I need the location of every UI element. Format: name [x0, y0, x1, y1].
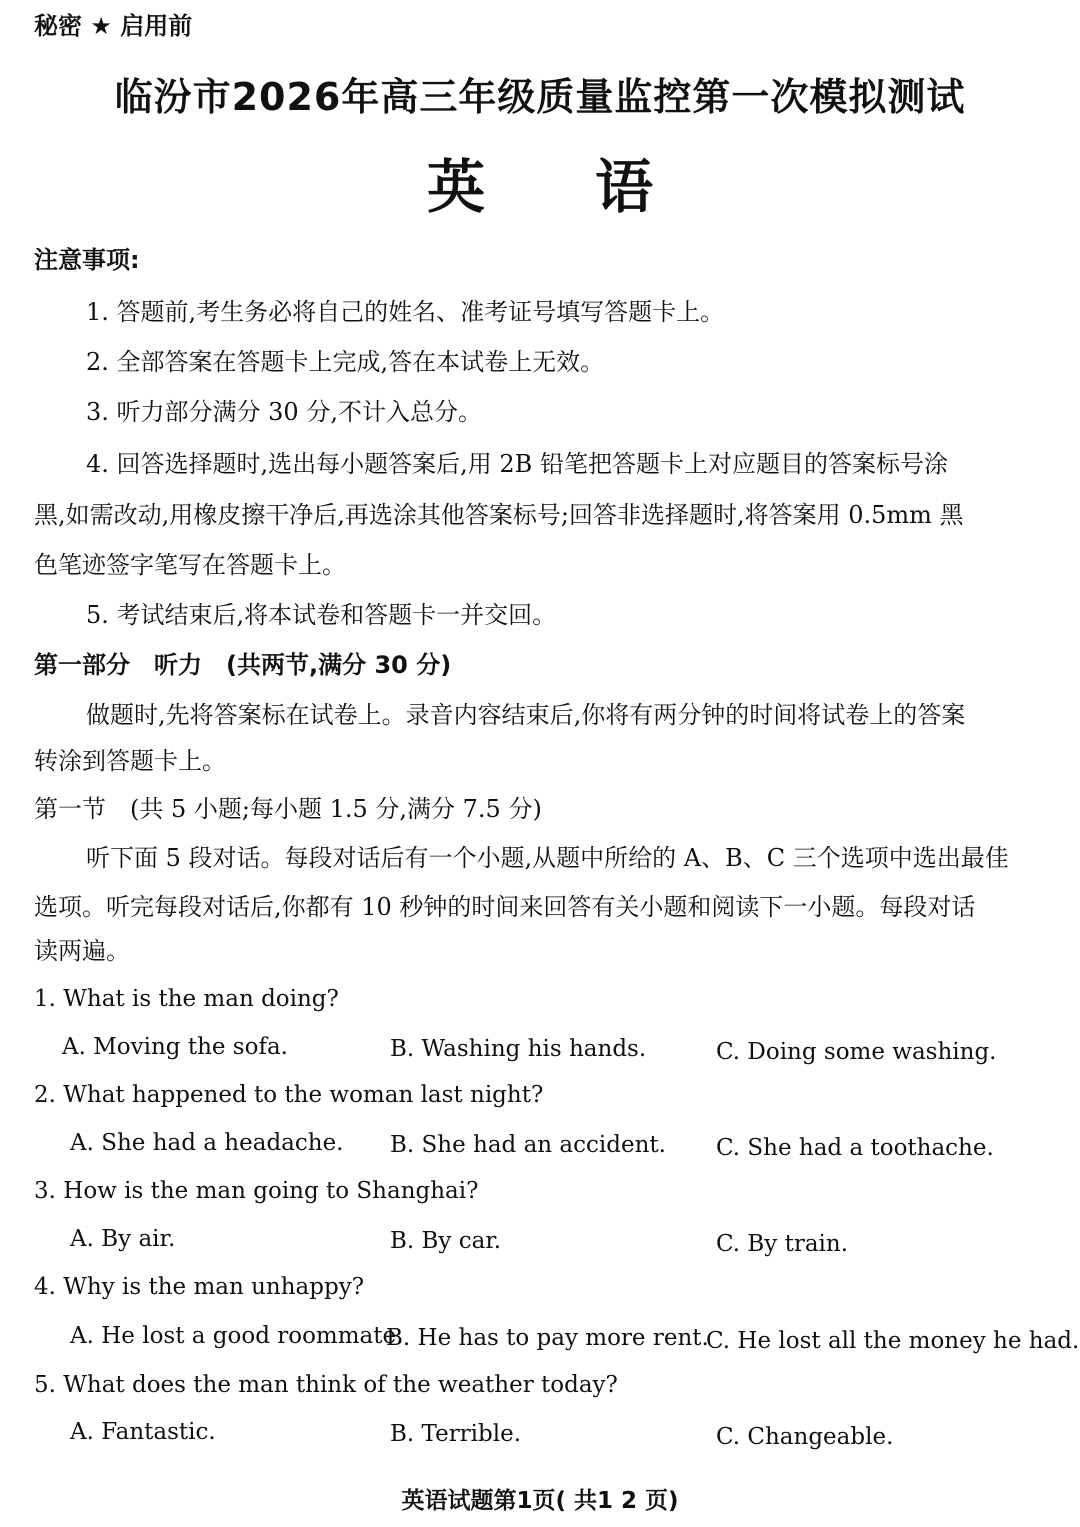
section1-heading: 第一节 (共 5 小题;每小题 1.5 分,满分 7.5 分) [34, 795, 542, 823]
question-2-option-b: B. She had an accident. [390, 1132, 666, 1158]
notice-item-4-line-1: 4. 回答选择题时,选出每小题答案后,用 2B 铅笔把答题卡上对应题目的答案标号涂 [86, 450, 948, 478]
subject-title [0, 140, 1080, 224]
question-1-option-a: A. Moving the sofa. [62, 1034, 288, 1060]
question-3-option-c: C. By train. [716, 1231, 849, 1257]
question-5-option-b: B. Terrible. [390, 1421, 522, 1447]
question-2-option-a: A. She had a headache. [70, 1130, 344, 1156]
section1-desc-line-3: 读两遍。 [34, 937, 130, 965]
question-4-option-a: A. He lost a good roommate. [70, 1323, 404, 1349]
secret-label: 秘密 ★ 启用前 [34, 12, 193, 40]
subject-char-1: 英 [426, 153, 485, 221]
subject-char-2: 语 [595, 153, 654, 221]
part1-heading: 第一部分 听力 (共两节,满分 30 分) [34, 651, 452, 679]
question-3-option-b: B. By car. [390, 1228, 502, 1254]
question-5-option-a: A. Fantastic. [70, 1419, 216, 1445]
part1-desc-line-1: 做题时,先将答案标在试卷上。录音内容结束后,你将有两分钟的时间将试卷上的答案 [86, 701, 966, 729]
notice-item-2: 2. 全部答案在答题卡上完成,答在本试卷上无效。 [86, 348, 605, 376]
question-2: 2. What happened to the woman last night? [34, 1082, 544, 1108]
notice-item-4-line-3: 色笔迹签字笔写在答题卡上。 [34, 551, 346, 579]
notice-item-3: 3. 听力部分满分 30 分,不计入总分。 [86, 398, 482, 426]
question-2-option-c: C. She had a toothache. [716, 1135, 994, 1161]
question-1-option-c: C. Doing some washing. [716, 1039, 997, 1065]
question-1-option-b: B. Washing his hands. [390, 1036, 647, 1062]
notice-heading: 注意事项: [34, 246, 140, 274]
question-5-option-c: C. Changeable. [716, 1424, 894, 1450]
section1-desc-line-2: 选项。听完每段对话后,你都有 10 秒钟的时间来回答有关小题和阅读下一小题。每段对话 [34, 893, 976, 921]
question-1: 1. What is the man doing? [34, 986, 339, 1012]
section1-desc-line-1: 听下面 5 段对话。每段对话后有一个小题,从题中所给的 A、B、C 三个选项中选出最佳 [86, 844, 1009, 872]
question-3-option-a: A. By air. [70, 1226, 176, 1252]
part1-desc-line-2: 转涂到答题卡上。 [34, 747, 226, 775]
exam-title: 临汾市2026年高三年级质量监控第一次模拟测试 [114, 75, 966, 119]
notice-item-5: 5. 考试结束后,将本试卷和答题卡一并交回。 [86, 601, 557, 629]
page-footer: 英语试题第1页( 共1 2 页) [401, 1488, 679, 1514]
notice-item-4-line-2: 黑,如需改动,用橡皮擦干净后,再选涂其他答案标号;回答非选择题时,将答案用 0.5mm 黑 [34, 501, 964, 529]
question-3: 3. How is the man going to Shanghai? [34, 1178, 479, 1204]
notice-item-1: 1. 答题前,考生务必将自己的姓名、准考证号填写答题卡上。 [86, 298, 725, 326]
question-4-option-b: B. He has to pay more rent. [386, 1325, 709, 1351]
question-4: 4. Why is the man unhappy? [34, 1274, 365, 1300]
question-4-option-c: C. He lost all the money he had. [706, 1328, 1080, 1354]
question-5: 5. What does the man think of the weather today? [34, 1372, 618, 1398]
